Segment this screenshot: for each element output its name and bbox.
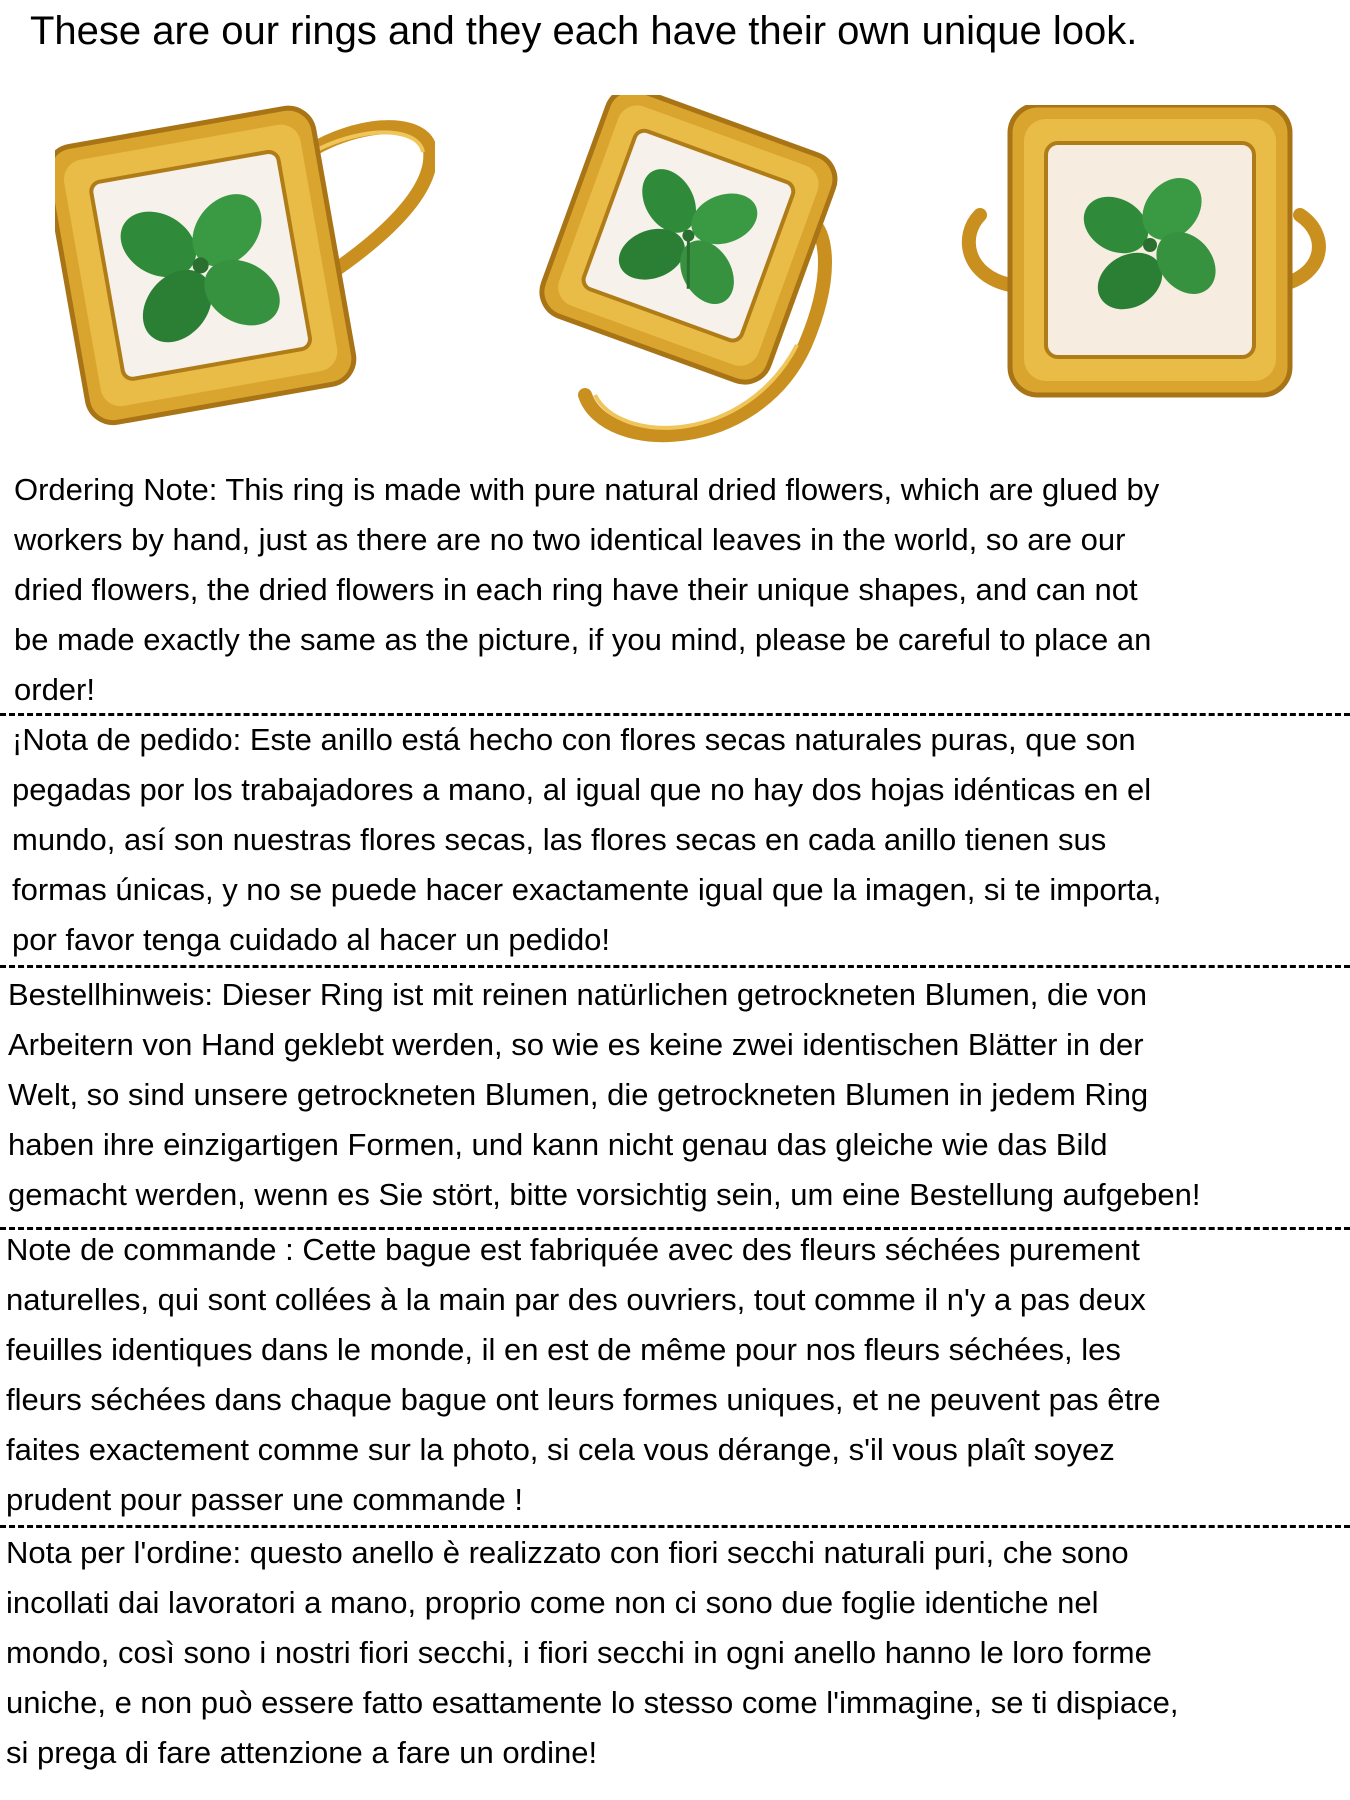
headline: These are our rings and they each have their own unique look. — [30, 9, 1138, 53]
ordering-note-it: Nota per l'ordine: questo anello è realizzato con fiori secchi naturali puri, che sono incollati dai lavoratori a mano, proprio come non ci sono due foglie identiche nel mondo, così sono i nostri fiori secchi, i fiori secchi in ogni anello hanno le loro forme uniche, e non può essere fatto esattamente lo stesso come l'immagine, se ti dispiace, si prega di fare attenzione a fare un ordine! — [6, 1535, 1179, 1770]
ordering-note-en: Ordering Note: This ring is made with pure natural dried flowers, which are glued by workers by hand, just as there are no two identical leaves in the world, so are our dried flowers, the dried flowers in each ring have their unique shapes, and can not be made exactly the same as the picture, if you mind, please be careful to place an order! — [14, 472, 1160, 707]
ring-gallery — [0, 80, 1350, 460]
ring-right-image — [960, 105, 1330, 435]
ordering-note-de: Bestellhinweis: Dieser Ring ist mit reinen natürlichen getrockneten Blumen, die von Arbeitern von Hand geklebt werden, so wie es keine zwei identischen Blätter in der Welt, so sind unsere getrockneten Blumen, die getrockneten Blumen in jedem Ring haben ihre einzigartigen Formen, und kann nicht genau das gleiche wie das Bild gemacht werden, wenn es Sie stört, bitte vorsichtig sein, um eine Bestellung aufgeben! — [8, 977, 1201, 1212]
ring-center-image — [525, 95, 855, 465]
divider — [0, 965, 1350, 968]
ring-left-image — [55, 80, 435, 450]
ordering-note-es: ¡Nota de pedido: Este anillo está hecho con flores secas naturales puras, que son pegadas por los trabajadores a mano, al igual que no hay dos hojas idénticas en el mundo, así son nuestras flores secas, las flores secas en cada anillo tienen sus formas únicas, y no se puede hacer exactamente igual que la imagen, si te importa, por favor tenga cuidado al hacer un pedido! — [12, 722, 1162, 957]
ordering-note-fr: Note de commande : Cette bague est fabriquée avec des fleurs séchées purement naturelles, qui sont collées à la main par des ouvriers, tout comme il n'y a pas deux feuilles identiques dans le monde, il en est de même pour nos fleurs séchées, les fleurs séchées dans chaque bague ont leurs formes uniques, et ne peuvent pas être faites exactement comme sur la photo, si cela vous dérange, s'il vous plaît soyez prudent pour passer une commande ! — [6, 1232, 1161, 1517]
